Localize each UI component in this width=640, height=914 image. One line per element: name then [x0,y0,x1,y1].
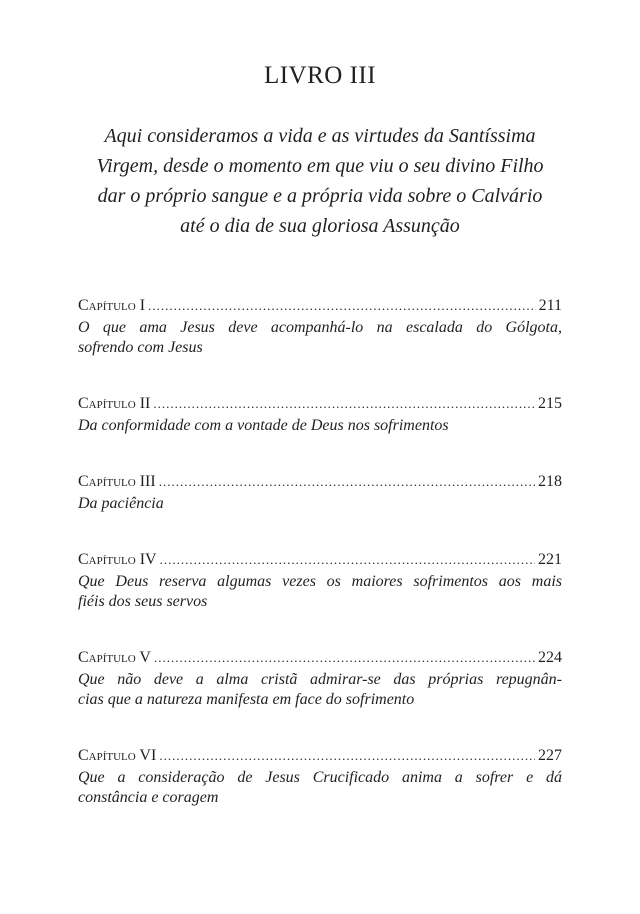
toc-entry-heading [78,294,562,318]
page-number: 224 [538,649,562,666]
subtitle-line: dar o próprio sangue e a própria vida sobre o Calvário [97,185,543,207]
dot-leader [154,646,535,670]
dot-leader [159,470,535,494]
chapter-description [78,670,562,710]
subtitle-line: Aqui consideramos a vida e as virtudes da Santíssima [104,125,536,147]
chapter-label: Capítulo V [78,649,151,666]
table-of-contents [78,294,562,808]
page-number: 215 [538,395,562,412]
chapter-description [78,318,562,358]
toc-entry-6 [78,744,562,808]
dot-leader [159,744,535,768]
description-line: Da conformidade com a vontade de Deus nos sofrimentos [78,417,449,434]
section-subtitle [70,121,570,241]
toc-entry-1 [78,294,562,358]
description-line: Que a consideração de Jesus Crucificado anima a sofrer e dá [78,769,562,786]
toc-entry-heading [78,470,562,494]
description-line: Da paciência [78,495,164,512]
dot-leader [148,294,536,318]
chapter-description [78,494,562,514]
page-number: 211 [538,297,562,314]
subtitle-line: Virgem, desde o momento em que viu o seu divino Filho [96,155,544,177]
page-number: 221 [538,551,562,568]
toc-entry-2 [78,392,562,436]
toc-entry-heading [78,646,562,670]
description-line: O que ama Jesus deve acompanhá-lo na escalada do Gólgota, [78,319,562,336]
chapter-label: Capítulo VI [78,747,157,764]
subtitle-line: até o dia de sua gloriosa Assunção [180,215,460,237]
chapter-label: Capítulo III [78,473,156,490]
chapter-label: Capítulo I [78,297,146,314]
toc-entry-heading [78,392,562,416]
description-line: sofrendo com Jesus [78,339,203,356]
description-line: fiéis dos seus servos [78,593,208,610]
toc-entry-heading [78,744,562,768]
toc-entry-4 [78,548,562,612]
page-number: 218 [538,473,562,490]
chapter-label: Capítulo II [78,395,151,412]
page-number: 227 [538,747,562,764]
toc-entry-3 [78,470,562,514]
chapter-description [78,768,562,808]
toc-entry-heading [78,548,562,572]
toc-entry-5 [78,646,562,710]
chapter-description [78,416,562,436]
dot-leader [153,392,535,416]
description-line: Que não deve a alma cristã admirar-se das próprias repugnân- [78,671,562,688]
chapter-description [78,572,562,612]
page-title: LIVRO III [263,62,377,89]
dot-leader [160,548,535,572]
description-line: constância e coragem [78,789,219,806]
description-line: Que Deus reserva algumas vezes os maiores sofrimentos aos mais [78,573,562,590]
description-line: cias que a natureza manifesta em face do sofrimento [78,691,415,708]
chapter-label: Capítulo IV [78,551,157,568]
